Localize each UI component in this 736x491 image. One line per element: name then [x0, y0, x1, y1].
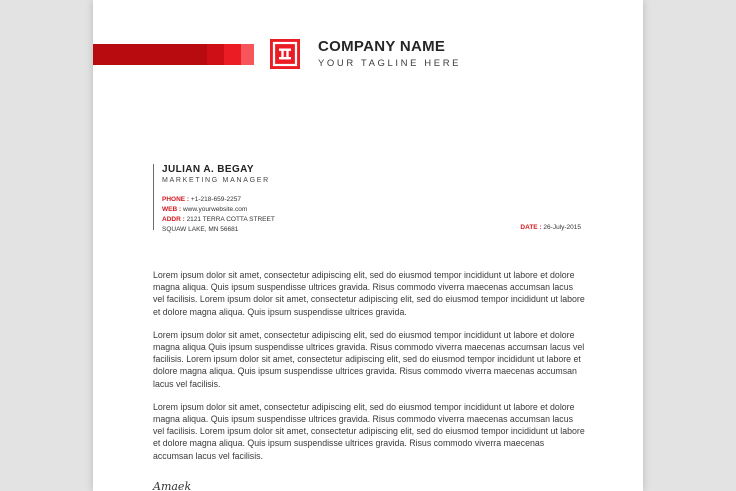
body-paragraph: Lorem ipsum dolor sit amet, consectetur adipiscing elit, sed do eiusmod tempor incididunt ut labore et dolore magna aliqua. Quis ipsum suspendisse ultrices gravida. Risus commodo viverra maecenas accumsan lacus vel facilisis. Lorem ipsum dolor sit amet, consectetur adipiscing elit, sed do eiusmod tempor incididunt ut labore et dolore magna aliqua. Quis ipsum suspendisse ultrices gravida. Risus commodo viverra maecenas accumsan lacus vel facilisis. [153, 401, 585, 461]
sender-title: MARKETING MANAGER [162, 177, 270, 184]
header-bar-segment [93, 44, 207, 65]
date-value: 26-July-2015 [543, 224, 581, 231]
company-tagline: YOUR TAGLINE HERE [318, 58, 462, 69]
date-label: DATE : [520, 224, 542, 231]
address-row [162, 215, 275, 225]
sender-contact-block [153, 164, 275, 233]
body-paragraph: Lorem ipsum dolor sit amet, consectetur adipiscing elit, sed do eiusmod tempor incididunt ut labore et dolore magna aliqua. Quis ipsum suspendisse ultrices gravida. Risus commodo viverra maecenas accumsan lacus vel facilisis. Lorem ipsum dolor sit amet, consectetur adipiscing elit, sed do eiusmod tempor incididunt ut labore et dolore magna aliqua. Quis ipsum suspendisse ultrices gravida. [153, 270, 585, 317]
company-logo-icon [270, 39, 300, 69]
letterhead-page [93, 0, 643, 491]
web-label: WEB : [162, 206, 182, 213]
phone-row [162, 195, 275, 205]
address-line-1: 2121 TERRA COTTA STREET [186, 216, 275, 223]
company-name: COMPANY NAME [318, 38, 446, 55]
address-label: ADDR : [162, 216, 185, 223]
header-bar-segment [207, 44, 224, 65]
sender-name: JULIAN A. BEGAY [162, 164, 254, 175]
header-bar-segment [224, 44, 241, 65]
phone-value: +1-218-659-2257 [190, 196, 241, 203]
letter-body [153, 269, 585, 473]
signature: Amaek [153, 480, 192, 491]
body-paragraph: Lorem ipsum dolor sit amet, consectetur adipiscing elit, sed do eiusmod tempor incididunt ut labore et dolore magna aliqua Quis ipsum suspendisse ultrices gravida. Risus commodo viverra maecenas accumsan lacus vel facilisis. Lorem ipsum dolor sit amet, consectetur adipiscing elit, sed do eiusmod tempor incididunt ut labore et dolore magna aliqua. Quis ipsum suspendisse ultrices gravida. Risus commodo viverra maecenas accumsan lacus vel facilisis. [153, 329, 585, 389]
header-bar-segment [241, 44, 254, 65]
web-value: www.yourwebsite.com [182, 206, 248, 213]
letter-date [520, 224, 581, 231]
phone-label: PHONE : [162, 196, 190, 203]
web-row [162, 205, 275, 215]
address-line-2: SQUAW LAKE, MN 56681 [162, 226, 239, 233]
